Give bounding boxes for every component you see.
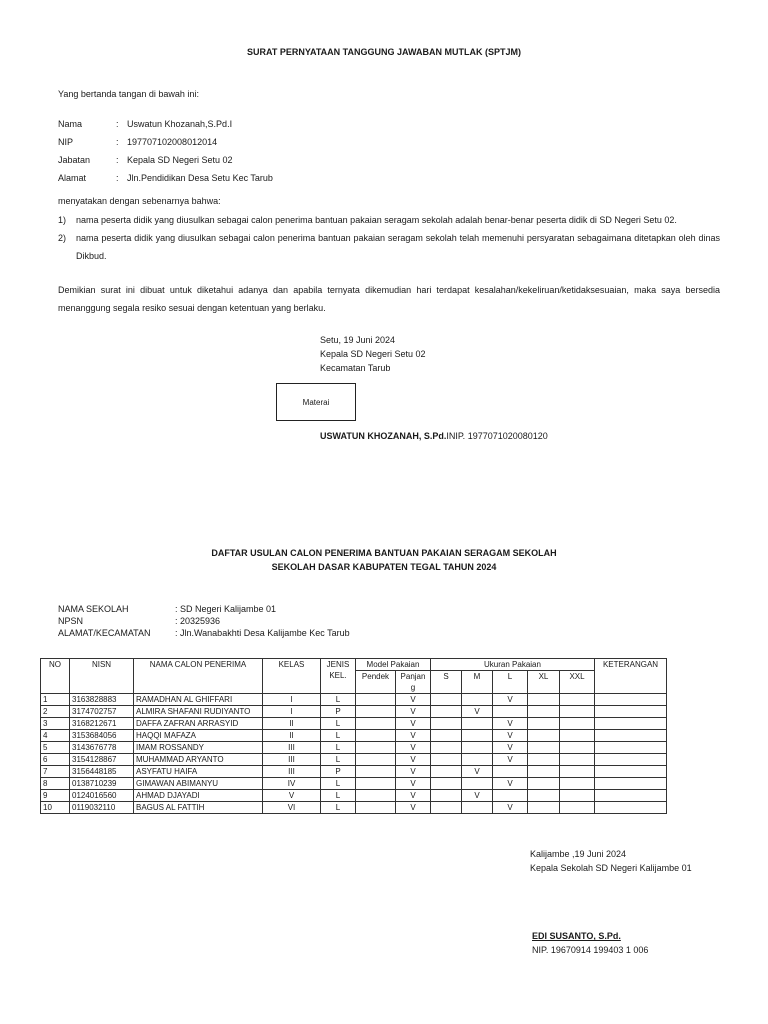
cell-l: V: [493, 754, 528, 766]
identity-fields: [58, 115, 273, 187]
field-label: Jabatan: [58, 155, 91, 165]
header-line: g: [410, 683, 416, 692]
cell-nisn: 0119032110: [70, 802, 134, 814]
header-line: JENIS: [326, 660, 350, 669]
signer-nip: NIP. 19670914 199403 1 006: [532, 945, 649, 955]
cell-m: [462, 802, 493, 814]
signer-nip: INIP. 1977071020080120: [446, 431, 548, 441]
cell-s: [431, 766, 462, 778]
col-header-nisn: NISN: [70, 659, 134, 694]
cell-ket: [595, 754, 667, 766]
cell-no: 5: [41, 742, 70, 754]
cell-kelas: V: [263, 790, 321, 802]
cell-xl: [528, 742, 560, 754]
cell-no: 8: [41, 778, 70, 790]
table-row: [41, 706, 667, 718]
statement-intro: Yang bertanda tangan di bawah ini:: [58, 89, 199, 99]
info-label: ALAMAT/KECAMATAN: [58, 628, 151, 638]
table-header-row: [41, 659, 667, 671]
field-sep: :: [116, 173, 119, 183]
statement-signer: [320, 431, 548, 441]
statement-title: SURAT PERNYATAAN TANGGUNG JAWABAN MUTLAK (SPTJM): [247, 47, 521, 57]
candidate-table: [40, 658, 667, 814]
sign-district: Kecamatan Tarub: [320, 363, 391, 373]
cell-nama: DAFFA ZAFRAN ARRASYID: [134, 718, 263, 730]
cell-xl: [528, 766, 560, 778]
cell-no: 1: [41, 694, 70, 706]
cell-nisn: 0124016560: [70, 790, 134, 802]
statement-signature-block: [320, 333, 426, 375]
cell-s: [431, 730, 462, 742]
cell-no: 7: [41, 766, 70, 778]
col-header-nama: NAMA CALON PENERIMA: [134, 659, 263, 694]
cell-jk: L: [321, 742, 356, 754]
cell-nama: ALMIRA SHAFANI RUDIYANTO: [134, 706, 263, 718]
col-header-panjang: [396, 671, 431, 694]
table-row: [41, 694, 667, 706]
cell-no: 4: [41, 730, 70, 742]
cell-xxl: [560, 718, 595, 730]
cell-panjang: V: [396, 802, 431, 814]
col-header-pendek: Pendek: [356, 671, 396, 694]
cell-ket: [595, 718, 667, 730]
col-header-no: NO: [41, 659, 70, 694]
cell-xl: [528, 730, 560, 742]
cell-xl: [528, 778, 560, 790]
field-row-nama: [58, 115, 273, 133]
sign-position: Kepala Sekolah SD Negeri Kalijambe 01: [530, 863, 692, 873]
point-text: nama peserta didik yang diusulkan sebagai calon penerima bantuan pakaian seragam sekolah telah memenuhi persyaratan sebagaimana ditetapkan oleh dinas Dikbud.: [76, 233, 720, 261]
cell-jk: L: [321, 730, 356, 742]
field-label: Nama: [58, 119, 83, 129]
header-line: Panjan: [400, 672, 426, 681]
cell-m: [462, 778, 493, 790]
declaration-point-1: [58, 211, 720, 229]
cell-ket: [595, 730, 667, 742]
point-text: nama peserta didik yang diusulkan sebagai calon penerima bantuan pakaian seragam sekolah adalah benar-benar peserta didik di SD Negeri Setu 02.: [76, 215, 677, 225]
cell-m: V: [462, 766, 493, 778]
field-row-alamat: [58, 169, 273, 187]
cell-kelas: II: [263, 730, 321, 742]
declaration-points: [58, 211, 720, 265]
col-header-ukuran: Ukuran Pakaian: [431, 659, 595, 671]
cell-s: [431, 754, 462, 766]
cell-nisn: 0138710239: [70, 778, 134, 790]
cell-l: V: [493, 730, 528, 742]
field-value: Uswatun Khozanah,S.Pd.I: [127, 119, 233, 129]
cell-nama: AHMAD DJAYADI: [134, 790, 263, 802]
cell-nisn: 3156448185: [70, 766, 134, 778]
field-value: Jln.Pendidikan Desa Setu Kec Tarub: [127, 173, 273, 183]
cell-kelas: III: [263, 754, 321, 766]
list-signature-block: [530, 847, 692, 875]
sign-place-date: Setu, 19 Juni 2024: [320, 335, 396, 345]
cell-xl: [528, 802, 560, 814]
cell-s: [431, 742, 462, 754]
cell-nama: RAMADHAN AL GHIFFARI: [134, 694, 263, 706]
cell-xl: [528, 706, 560, 718]
sign-place-date: Kalijambe ,19 Juni 2024: [530, 849, 627, 859]
info-value: : SD Negeri Kalijambe 01: [175, 604, 277, 614]
cell-xxl: [560, 754, 595, 766]
point-number: 1): [58, 215, 67, 225]
cell-no: 9: [41, 790, 70, 802]
cell-no: 10: [41, 802, 70, 814]
cell-kelas: I: [263, 706, 321, 718]
school-info: [58, 603, 350, 639]
info-value: : Jln.Wanabakhti Desa Kalijambe Kec Tarub: [175, 628, 350, 638]
cell-pendek: [356, 778, 396, 790]
col-header-model: Model Pakaian: [356, 659, 431, 671]
cell-m: V: [462, 790, 493, 802]
cell-s: [431, 706, 462, 718]
table-row: [41, 790, 667, 802]
cell-nama: HAQQI MAFAZA: [134, 730, 263, 742]
table-row: [41, 766, 667, 778]
cell-xxl: [560, 706, 595, 718]
cell-kelas: IV: [263, 778, 321, 790]
cell-nisn: 3174702757: [70, 706, 134, 718]
cell-xl: [528, 754, 560, 766]
cell-jk: L: [321, 790, 356, 802]
table-body: [41, 694, 667, 814]
cell-s: [431, 694, 462, 706]
cell-nisn: 3143676778: [70, 742, 134, 754]
cell-nisn: 3163828883: [70, 694, 134, 706]
table-row: [41, 754, 667, 766]
field-value: Kepala SD Negeri Setu 02: [127, 155, 233, 165]
cell-kelas: VI: [263, 802, 321, 814]
col-header-keterangan: KETERANGAN: [595, 659, 667, 694]
cell-nama: BAGUS AL FATTIH: [134, 802, 263, 814]
cell-pendek: [356, 706, 396, 718]
col-header-m: M: [462, 671, 493, 694]
cell-ket: [595, 694, 667, 706]
cell-nama: MUHAMMAD ARYANTO: [134, 754, 263, 766]
table-row: [41, 778, 667, 790]
cell-xl: [528, 718, 560, 730]
cell-xxl: [560, 730, 595, 742]
declaration-point-2: [58, 229, 720, 265]
cell-l: V: [493, 802, 528, 814]
table-row: [41, 802, 667, 814]
cell-panjang: V: [396, 706, 431, 718]
cell-jk: L: [321, 754, 356, 766]
info-label: NPSN: [58, 616, 84, 626]
cell-panjang: V: [396, 766, 431, 778]
cell-kelas: II: [263, 718, 321, 730]
cell-jk: P: [321, 706, 356, 718]
cell-pendek: [356, 766, 396, 778]
col-header-xl: XL: [528, 671, 560, 694]
cell-pendek: [356, 790, 396, 802]
cell-xl: [528, 790, 560, 802]
cell-l: [493, 766, 528, 778]
cell-xxl: [560, 694, 595, 706]
cell-m: [462, 754, 493, 766]
cell-no: 3: [41, 718, 70, 730]
cell-nama: IMAM ROSSANDY: [134, 742, 263, 754]
cell-s: [431, 778, 462, 790]
closing-paragraph: Demikian surat ini dibuat untuk diketahui adanya dan apabila ternyata dikemudian hari terdapat kesalahan/kekeliruan/ketidaksesuaian, maka saya bersedia menanggung segala resiko sesuai dengan ketentuan yang berlaku.: [58, 285, 720, 313]
school-info-npsn: [58, 615, 350, 627]
school-info-name: [58, 603, 350, 615]
cell-l: [493, 706, 528, 718]
cell-panjang: V: [396, 742, 431, 754]
cell-nisn: 3154128867: [70, 754, 134, 766]
info-label: NAMA SEKOLAH: [58, 604, 129, 614]
cell-xxl: [560, 778, 595, 790]
info-value: : 20325936: [175, 616, 221, 626]
cell-nisn: 3153684056: [70, 730, 134, 742]
cell-no: 2: [41, 706, 70, 718]
cell-panjang: V: [396, 754, 431, 766]
cell-ket: [595, 778, 667, 790]
cell-pendek: [356, 802, 396, 814]
col-header-kelas: KELAS: [263, 659, 321, 694]
field-sep: :: [116, 119, 119, 129]
cell-kelas: I: [263, 694, 321, 706]
materai-stamp-box: [276, 383, 356, 421]
header-line: KEL.: [329, 671, 347, 680]
cell-m: [462, 694, 493, 706]
cell-xxl: [560, 742, 595, 754]
signer-name: USWATUN KHOZANAH, S.Pd.: [320, 431, 447, 441]
col-header-xxl: XXL: [560, 671, 595, 694]
cell-pendek: [356, 694, 396, 706]
signer-name: EDI SUSANTO, S.Pd.: [532, 931, 621, 941]
cell-xxl: [560, 766, 595, 778]
cell-panjang: V: [396, 778, 431, 790]
cell-ket: [595, 706, 667, 718]
cell-ket: [595, 790, 667, 802]
cell-pendek: [356, 730, 396, 742]
cell-pendek: [356, 754, 396, 766]
list-title-line2: SEKOLAH DASAR KABUPATEN TEGAL TAHUN 2024: [271, 562, 497, 572]
cell-nisn: 3168212671: [70, 718, 134, 730]
cell-l: V: [493, 742, 528, 754]
field-value: 197707102008012014: [127, 137, 218, 147]
table-row: [41, 718, 667, 730]
cell-kelas: III: [263, 742, 321, 754]
cell-nama: ASYFATU HAIFA: [134, 766, 263, 778]
list-title-line1: DAFTAR USULAN CALON PENERIMA BANTUAN PAKAIAN SERAGAM SEKOLAH: [211, 548, 557, 558]
declare-intro: menyatakan dengan sebenarnya bahwa:: [58, 196, 221, 206]
cell-jk: L: [321, 778, 356, 790]
col-header-l: L: [493, 671, 528, 694]
school-info-address: [58, 627, 350, 639]
cell-s: [431, 802, 462, 814]
cell-kelas: III: [263, 766, 321, 778]
sign-position: Kepala SD Negeri Setu 02: [320, 349, 426, 359]
cell-panjang: V: [396, 718, 431, 730]
cell-ket: [595, 766, 667, 778]
field-sep: :: [116, 155, 119, 165]
cell-ket: [595, 742, 667, 754]
cell-pendek: [356, 742, 396, 754]
cell-panjang: V: [396, 694, 431, 706]
field-label: NIP: [58, 137, 74, 147]
cell-jk: L: [321, 802, 356, 814]
cell-xl: [528, 694, 560, 706]
cell-l: V: [493, 778, 528, 790]
cell-jk: L: [321, 718, 356, 730]
cell-m: V: [462, 706, 493, 718]
cell-jk: P: [321, 766, 356, 778]
materai-label: Materai: [302, 397, 330, 407]
col-header-jenis-kel: [321, 659, 356, 694]
field-row-jabatan: [58, 151, 273, 169]
cell-m: [462, 718, 493, 730]
cell-panjang: V: [396, 730, 431, 742]
cell-s: [431, 718, 462, 730]
cell-ket: [595, 802, 667, 814]
cell-pendek: [356, 718, 396, 730]
col-header-s: S: [431, 671, 462, 694]
table-row: [41, 730, 667, 742]
point-number: 2): [58, 233, 67, 243]
list-signer: [532, 929, 648, 957]
cell-m: [462, 742, 493, 754]
cell-s: [431, 790, 462, 802]
field-label: Alamat: [58, 173, 87, 183]
field-row-nip: [58, 133, 273, 151]
cell-l: V: [493, 694, 528, 706]
field-sep: :: [116, 137, 119, 147]
cell-m: [462, 730, 493, 742]
cell-xxl: [560, 802, 595, 814]
cell-panjang: V: [396, 790, 431, 802]
cell-no: 6: [41, 754, 70, 766]
cell-xxl: [560, 790, 595, 802]
cell-jk: L: [321, 694, 356, 706]
cell-l: [493, 790, 528, 802]
table-row: [41, 742, 667, 754]
cell-nama: GIMAWAN ABIMANYU: [134, 778, 263, 790]
cell-l: V: [493, 718, 528, 730]
